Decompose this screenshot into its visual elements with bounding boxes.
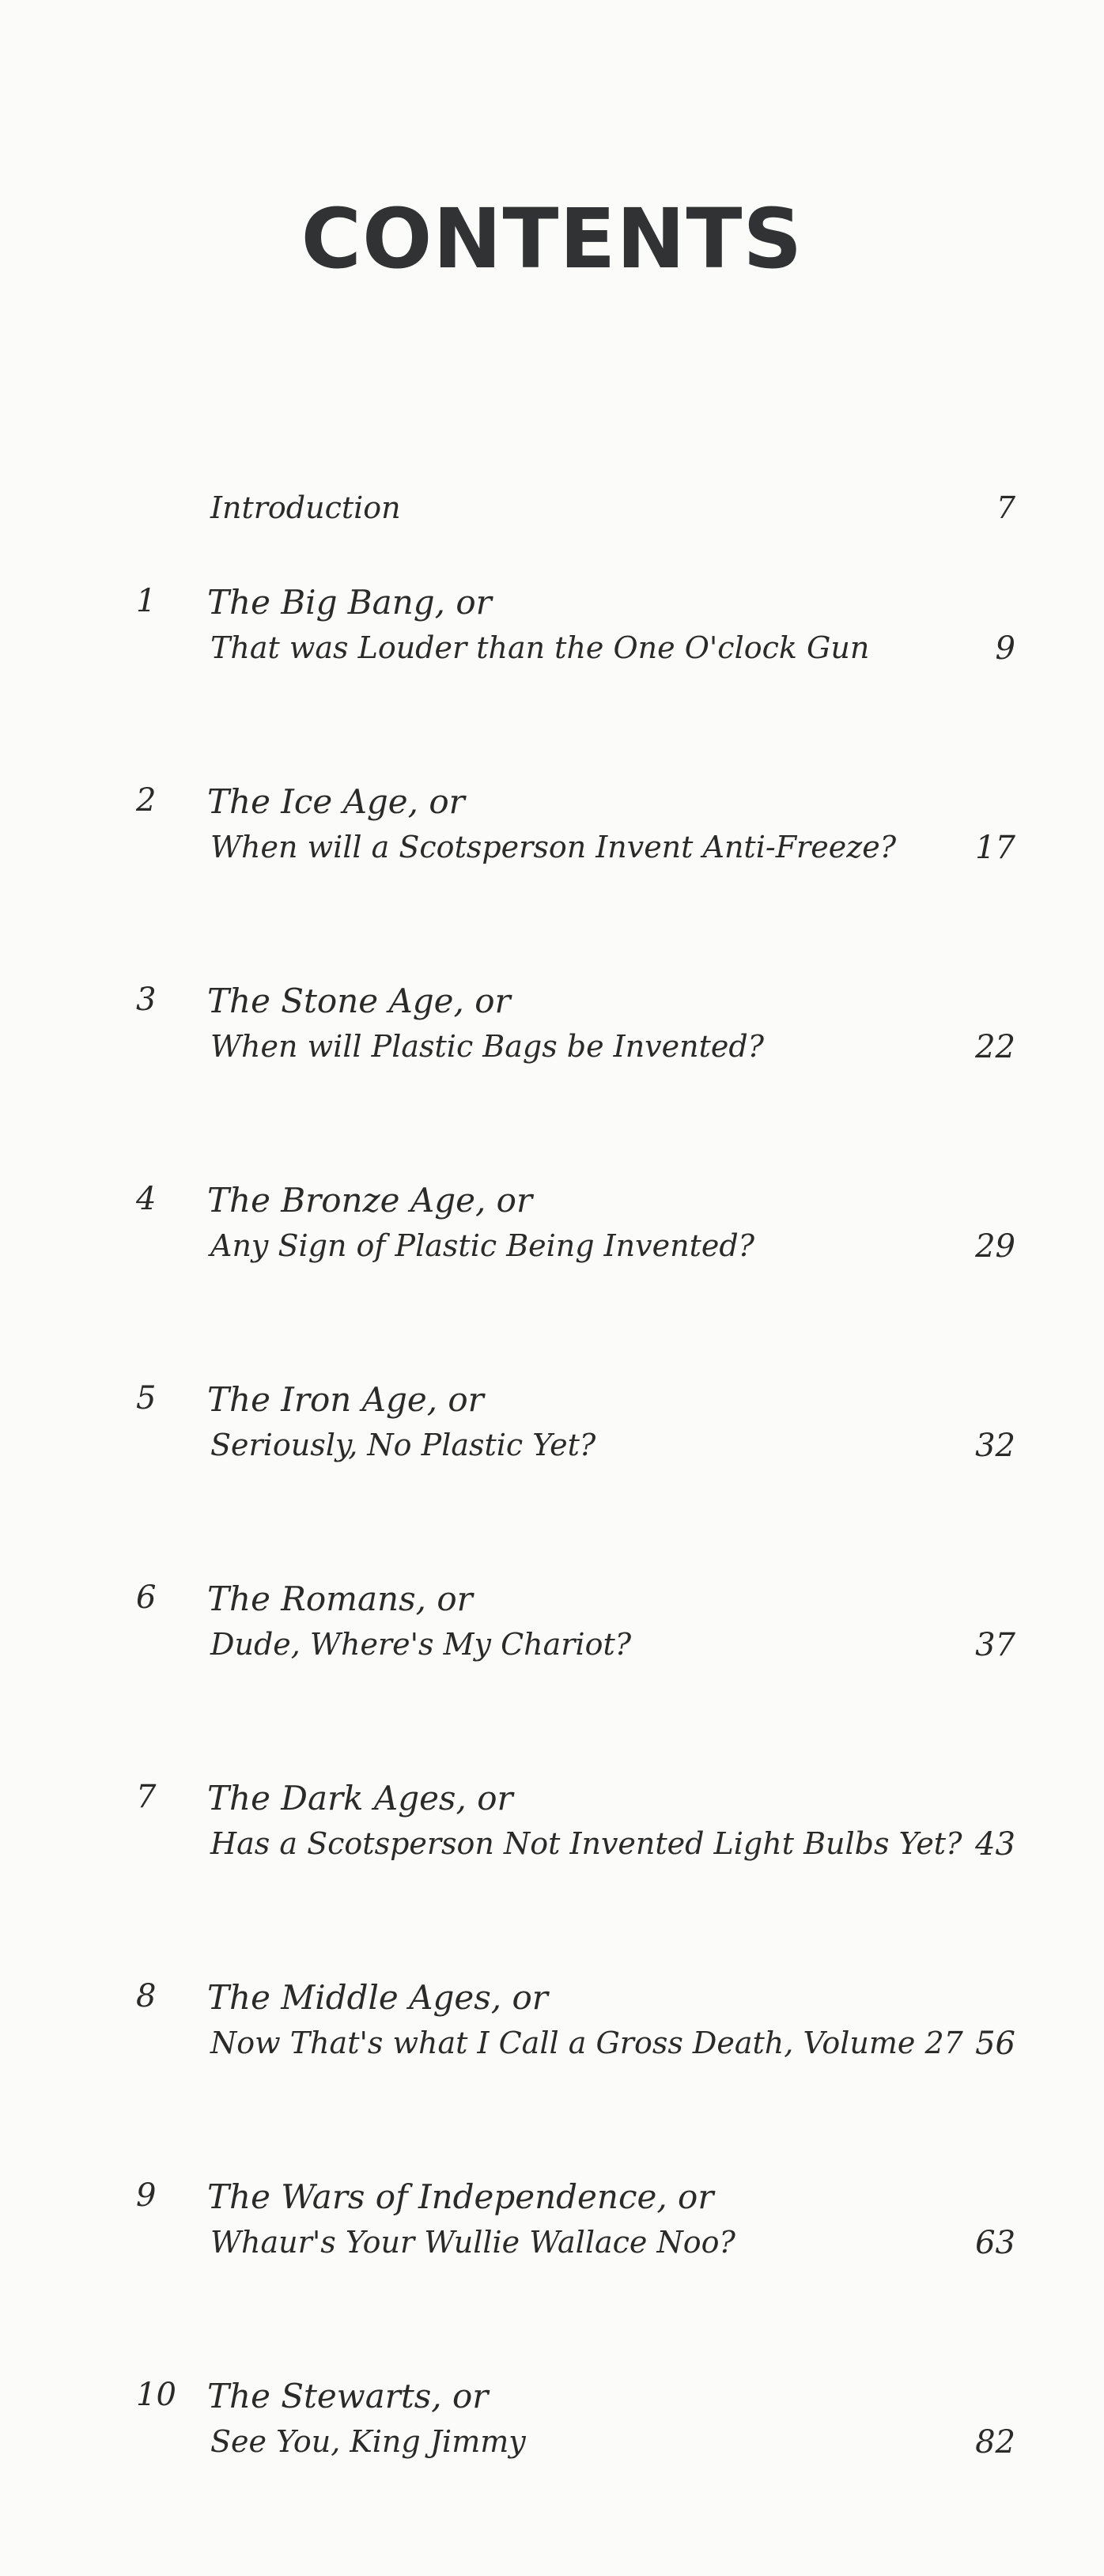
chapter-page-number: 29 <box>975 1228 1015 1265</box>
toc-entry-10 <box>0 2377 1104 2576</box>
toc-entry-6 <box>0 1579 1104 1779</box>
chapter-subtitle: See You, King Jimmy <box>210 2424 526 2459</box>
chapter-page-number: 17 <box>975 830 1015 866</box>
chapter-title: The Iron Age, or <box>207 1380 484 1419</box>
chapter-page-number: 22 <box>975 1029 1015 1065</box>
chapter-title: The Romans, or <box>207 1579 473 1618</box>
table-of-contents <box>0 583 1104 2576</box>
chapter-subtitle: Seriously, No Plastic Yet? <box>210 1428 596 1462</box>
toc-entry-4 <box>0 1181 1104 1380</box>
toc-entry-7 <box>0 1779 1104 1978</box>
chapter-title: The Big Bang, or <box>207 583 492 622</box>
toc-entry-3 <box>0 982 1104 1181</box>
chapter-number: 9 <box>136 2177 157 2214</box>
chapter-page-number: 63 <box>975 2225 1015 2261</box>
chapter-number: 2 <box>136 782 157 819</box>
chapter-title: The Middle Ages, or <box>207 1978 548 2017</box>
chapter-subtitle: Has a Scotsperson Not Invented Light Bulbs Yet? <box>210 1826 962 1861</box>
chapter-page-number: 37 <box>975 1627 1015 1663</box>
toc-entry-9 <box>0 2177 1104 2377</box>
chapter-page-number: 32 <box>975 1428 1015 1464</box>
chapter-subtitle: Now That's what I Call a Gross Death, Volume 27 <box>210 2026 963 2060</box>
chapter-title: The Bronze Age, or <box>207 1181 533 1220</box>
toc-entry-5 <box>0 1380 1104 1579</box>
chapter-number: 6 <box>136 1579 157 1616</box>
chapter-number: 1 <box>136 583 157 619</box>
chapter-subtitle: When will a Scotsperson Invent Anti-Freeze? <box>210 830 897 864</box>
toc-entry-1 <box>0 583 1104 782</box>
chapter-number: 8 <box>136 1978 157 2014</box>
toc-entry-8 <box>0 1978 1104 2177</box>
chapter-subtitle: That was Louder than the One O'clock Gun <box>210 630 870 665</box>
chapter-page-number: 82 <box>975 2424 1015 2461</box>
chapter-page-number: 43 <box>975 1826 1015 1863</box>
chapter-title: The Stewarts, or <box>207 2377 489 2415</box>
toc-introduction <box>0 490 1104 538</box>
chapter-title: The Stone Age, or <box>207 982 511 1020</box>
chapter-number: 4 <box>136 1181 157 1217</box>
chapter-number: 7 <box>136 1779 157 1815</box>
chapter-title: The Dark Ages, or <box>207 1779 513 1818</box>
page-title: CONTENTS <box>301 191 803 287</box>
chapter-number: 10 <box>136 2377 176 2413</box>
chapter-number: 3 <box>136 982 157 1018</box>
toc-entry-2 <box>0 782 1104 982</box>
chapter-title: The Ice Age, or <box>207 782 465 821</box>
chapter-subtitle: When will Plastic Bags be Invented? <box>210 1029 765 1064</box>
introduction-label: Introduction <box>210 490 401 525</box>
chapter-number: 5 <box>136 1380 157 1417</box>
chapter-page-number: 9 <box>995 630 1015 667</box>
chapter-subtitle: Dude, Where's My Chariot? <box>210 1627 632 1662</box>
chapter-subtitle: Whaur's Your Wullie Wallace Noo? <box>210 2225 735 2260</box>
chapter-page-number: 56 <box>975 2026 1015 2062</box>
chapter-subtitle: Any Sign of Plastic Being Invented? <box>210 1228 755 1263</box>
chapter-title: The Wars of Independence, or <box>207 2177 714 2216</box>
introduction-page-number: 7 <box>996 490 1015 525</box>
